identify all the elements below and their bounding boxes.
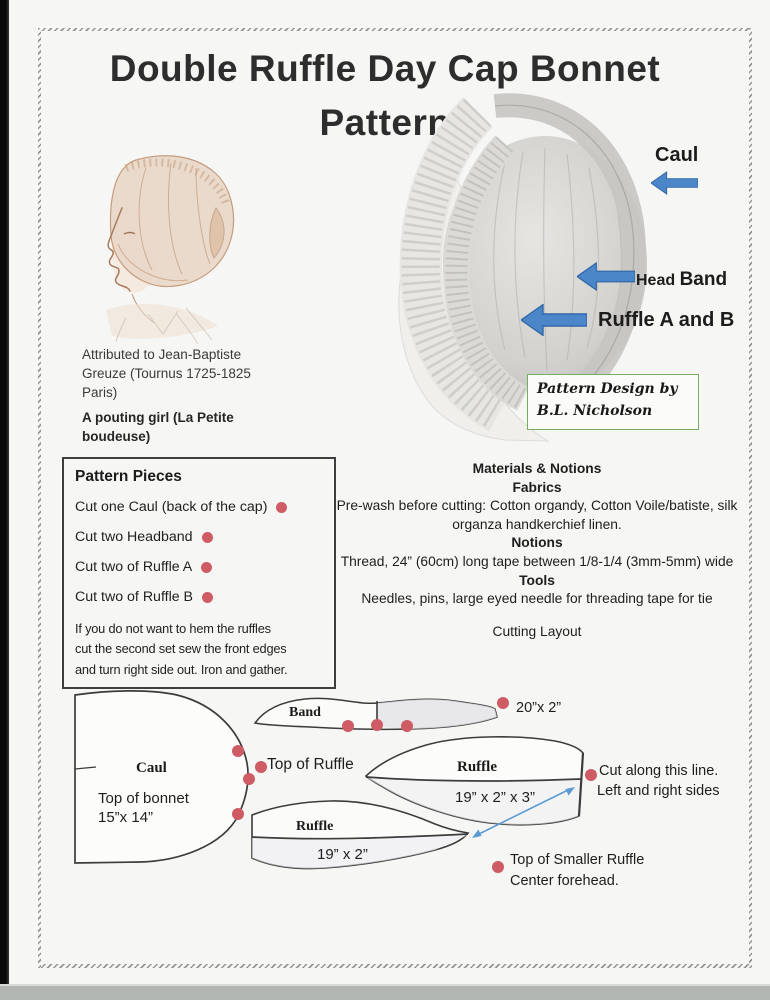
small-ruffle-note2: Center forehead. — [510, 873, 619, 889]
cut-mark-dot — [342, 720, 354, 732]
artwork-caption: A pouting girl (La Petite boudeuse) — [82, 410, 234, 445]
scan-edge-left — [0, 0, 9, 984]
pattern-pieces-note — [75, 619, 323, 680]
photo-label-band: Band — [679, 269, 728, 290]
band-size-dot — [497, 697, 509, 709]
ruffle-arrow-icon — [521, 304, 587, 336]
cut-mark-dot — [276, 502, 287, 513]
top-of-ruffle-label: Top of Ruffle — [267, 756, 354, 773]
ruffle-small-size-label: 19” x 2” — [317, 846, 368, 863]
tools-heading: Tools — [519, 572, 555, 588]
scan-edge-bottom — [0, 984, 770, 1000]
cut-mark-dot — [201, 562, 212, 573]
small-ruffle-note1: Top of Smaller Ruffle — [510, 852, 645, 868]
note-line: and turn right side out. Iron and gather. — [75, 661, 288, 677]
pattern-piece-item — [75, 589, 323, 605]
greuze-sketch — [66, 148, 266, 353]
band-piece-label: Band — [289, 705, 321, 720]
headband-arrow-icon — [577, 262, 635, 291]
cut-mark-dot — [232, 745, 244, 757]
design-credit-line2: B.L. Nicholson — [537, 402, 653, 419]
cutting-layout-heading: Cutting Layout — [492, 623, 582, 639]
cut-mark-dot — [202, 532, 213, 543]
pattern-piece-text: Cut one Caul (back of the cap) — [75, 499, 268, 515]
pattern-piece-item — [75, 499, 323, 515]
materials-heading: Materials & Notions — [472, 461, 602, 476]
design-credit-line1: Pattern Design by — [537, 381, 678, 397]
sketch-shoulder-wash — [106, 304, 218, 339]
pattern-piece-item — [75, 529, 323, 545]
cut-line-note1: Cut along this line. — [599, 763, 719, 779]
pattern-piece-item — [75, 559, 323, 575]
pattern-piece-text: Cut two of Ruffle A — [75, 559, 193, 575]
ruffle-small-label: Ruffle — [296, 819, 334, 834]
ruffle-large-label: Ruffle — [457, 759, 497, 775]
title-line-2: Pattern — [319, 102, 451, 143]
pattern-pieces-box — [62, 457, 336, 689]
cut-line-dot — [585, 769, 597, 781]
design-credit-box — [527, 374, 699, 430]
decorative-border-top — [38, 28, 752, 31]
caul-note-line1: Top of bonnet — [98, 790, 189, 807]
pattern-piece-text: Cut two Headband — [75, 529, 193, 545]
cut-mark-dot — [371, 719, 383, 731]
cut-line-note2: Left and right sides — [597, 783, 720, 799]
artwork-attribution: Attributed to Jean-Baptiste Greuze (Tournus 1725-1825 Paris) — [82, 347, 251, 401]
top-of-ruffle-dot — [255, 761, 267, 773]
photo-label-head: Head — [636, 272, 680, 289]
photo-label-headband — [636, 269, 727, 291]
note-line: cut the second set sew the front edges — [75, 641, 287, 657]
notions-text: Thread, 24” (60cm) long tape between 1/8-1/4 (3mm-5mm) wide — [340, 553, 734, 569]
fabrics-text: Pre-wash before cutting: Cotton organdy, Cotton Voile/batiste, silk organza handkerchief linen. — [336, 498, 738, 532]
photo-label-ruffle-a-b: Ruffle A and B — [598, 309, 735, 331]
title-line-1: Double Ruffle Day Cap Bonnet — [109, 48, 661, 89]
caul-note-line2: 15”x 14” — [98, 809, 154, 826]
band-shaded-half — [377, 699, 497, 729]
caul-arrow-icon — [651, 170, 698, 196]
cut-mark-dot — [232, 808, 244, 820]
ruffle-large-size-label: 19” x 2” x 3” — [455, 789, 536, 806]
materials-section — [323, 460, 751, 641]
notions-heading: Notions — [511, 535, 563, 551]
cut-mark-dot — [401, 720, 413, 732]
band-size-label: 20”x 2” — [516, 700, 562, 716]
pattern-pieces-heading: Pattern Pieces — [75, 468, 182, 485]
photo-label-caul: Caul — [655, 144, 699, 166]
note-line: If you do not want to hem the ruffles — [75, 621, 271, 636]
cut-mark-dot — [202, 592, 213, 603]
decorative-border-bottom — [38, 964, 752, 968]
pattern-piece-text: Cut two of Ruffle B — [75, 589, 194, 605]
tools-text: Needles, pins, large eyed needle for threading tape for tie — [361, 591, 713, 607]
fabrics-heading: Fabrics — [512, 479, 562, 495]
small-ruffle-dot — [492, 861, 504, 873]
cut-mark-dot — [243, 773, 255, 785]
caul-piece-label: Caul — [136, 760, 167, 776]
decorative-border-left — [38, 28, 41, 968]
